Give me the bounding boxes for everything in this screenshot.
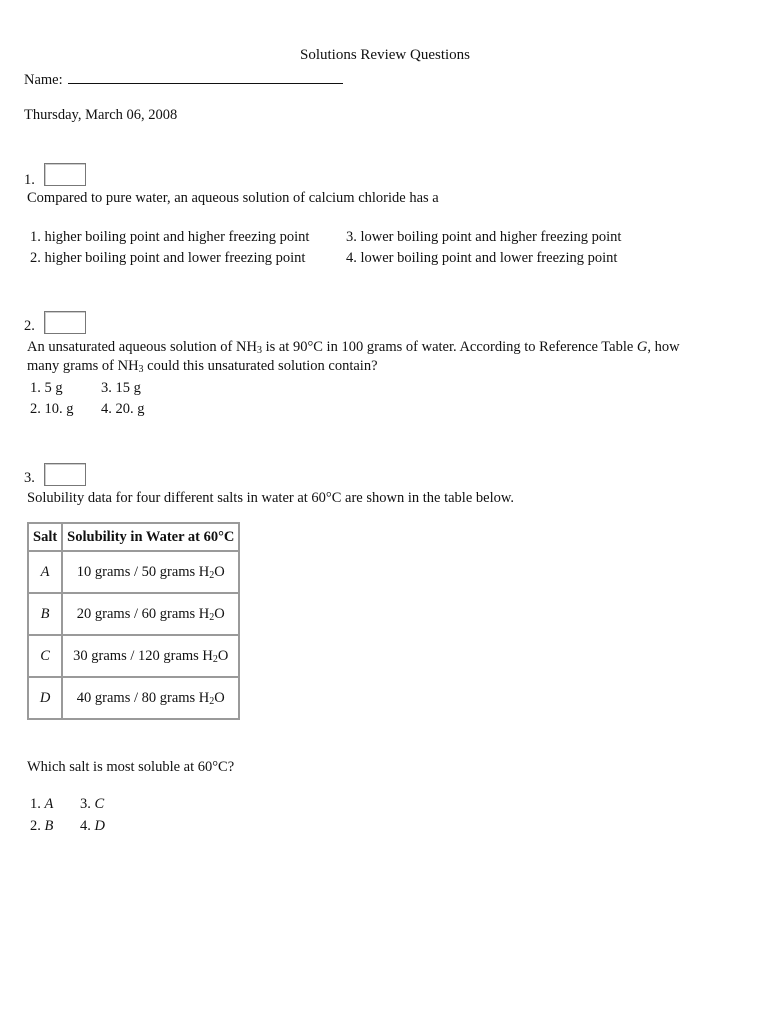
solubility-table xyxy=(27,522,240,720)
choice-value: C xyxy=(94,796,105,812)
question-3-question: Which salt is most soluble at 60°C? xyxy=(27,759,235,775)
name-label: Name: xyxy=(24,72,63,88)
name-blank-line[interactable] xyxy=(68,71,343,84)
question-1-number: 1. xyxy=(24,172,35,188)
question-3-number: 3. xyxy=(24,470,35,486)
q2-reference-table-letter: G xyxy=(636,339,648,355)
page-title: Solutions Review Questions xyxy=(299,47,470,63)
question-3-choice-1 xyxy=(30,796,53,813)
q2-stem2-text-b: could this unsaturated solution contain? xyxy=(143,358,378,374)
choice-number: 2. xyxy=(30,818,41,834)
table-header-salt: Salt xyxy=(28,523,62,551)
question-3-choice-4 xyxy=(80,818,105,835)
table-header-row xyxy=(28,523,239,551)
solubility-text: 30 grams / 120 grams H xyxy=(73,647,213,664)
choice-number: 4. xyxy=(80,818,91,834)
table-cell-solubility xyxy=(62,677,239,719)
table-header-solubility: Solubility in Water at 60°C xyxy=(62,523,239,551)
date-text: Thursday, March 06, 2008 xyxy=(24,107,178,123)
solubility-subscript: 2 xyxy=(209,611,215,623)
table-cell-salt: B xyxy=(28,593,62,635)
solubility-suffix: O xyxy=(214,605,225,622)
question-3-choice-3 xyxy=(80,796,104,813)
table-cell-salt: C xyxy=(28,635,62,677)
q2-stem-text-c: , how xyxy=(647,339,680,355)
question-2-choice-4: 4. 20. g xyxy=(101,401,145,417)
solubility-text: 40 grams / 80 grams H xyxy=(76,689,210,706)
table-cell-solubility xyxy=(62,593,239,635)
question-2-number: 2. xyxy=(24,318,35,334)
question-2-stem-line-1 xyxy=(27,338,727,357)
question-1-stem: Compared to pure water, an aqueous solution of calcium chloride has a xyxy=(27,190,439,206)
choice-value: A xyxy=(44,796,54,812)
question-3-choice-2 xyxy=(30,818,53,835)
solubility-subscript: 2 xyxy=(209,569,215,581)
table-cell-solubility xyxy=(62,551,239,593)
choice-value: B xyxy=(44,818,54,834)
table-row xyxy=(28,677,239,719)
q2-stem-text-a: An unsaturated aqueous solution of NH xyxy=(27,339,257,355)
solubility-text: 10 grams / 50 grams H xyxy=(76,563,210,580)
question-1-choice-4: 4. lower boiling point and lower freezing point xyxy=(346,250,618,266)
name-row xyxy=(24,71,343,89)
question-1-choice-3: 3. lower boiling point and higher freezing point xyxy=(346,229,622,245)
table-cell-salt: A xyxy=(28,551,62,593)
solubility-subscript: 2 xyxy=(212,653,218,665)
q2-stem2-subscript: 3 xyxy=(138,364,144,375)
question-2-choice-3: 3. 15 g xyxy=(101,380,141,396)
question-1-choice-1: 1. higher boiling point and higher freezing point xyxy=(30,229,310,245)
solubility-suffix: O xyxy=(214,689,225,706)
choice-value: D xyxy=(94,818,105,834)
solubility-subscript: 2 xyxy=(209,695,215,707)
table-row xyxy=(28,635,239,677)
q2-stem-text-b: is at 90°C in 100 grams of water. According to Reference Table xyxy=(261,339,637,355)
table-cell-solubility xyxy=(62,635,239,677)
question-2-stem-line-2 xyxy=(27,357,727,376)
question-3-stem: Solubility data for four different salts in water at 60°C are shown in the table below. xyxy=(27,490,514,506)
choice-number: 1. xyxy=(30,796,41,812)
table-row xyxy=(28,593,239,635)
question-1-answer-box[interactable] xyxy=(44,163,86,186)
table-cell-salt: D xyxy=(28,677,62,719)
q2-stem2-text-a: many grams of NH xyxy=(27,358,139,374)
solubility-text: 20 grams / 60 grams H xyxy=(76,605,210,622)
solubility-suffix: O xyxy=(214,563,225,580)
table-row xyxy=(28,551,239,593)
solubility-suffix: O xyxy=(217,647,229,664)
question-3-answer-box[interactable] xyxy=(44,463,86,486)
choice-number: 3. xyxy=(80,796,91,812)
question-2-choice-2: 2. 10. g xyxy=(30,401,74,417)
q2-stem-subscript: 3 xyxy=(256,345,262,356)
question-2-answer-box[interactable] xyxy=(44,311,86,334)
question-1-choice-2: 2. higher boiling point and lower freezing point xyxy=(30,250,306,266)
question-2-choice-1: 1. 5 g xyxy=(30,380,63,396)
